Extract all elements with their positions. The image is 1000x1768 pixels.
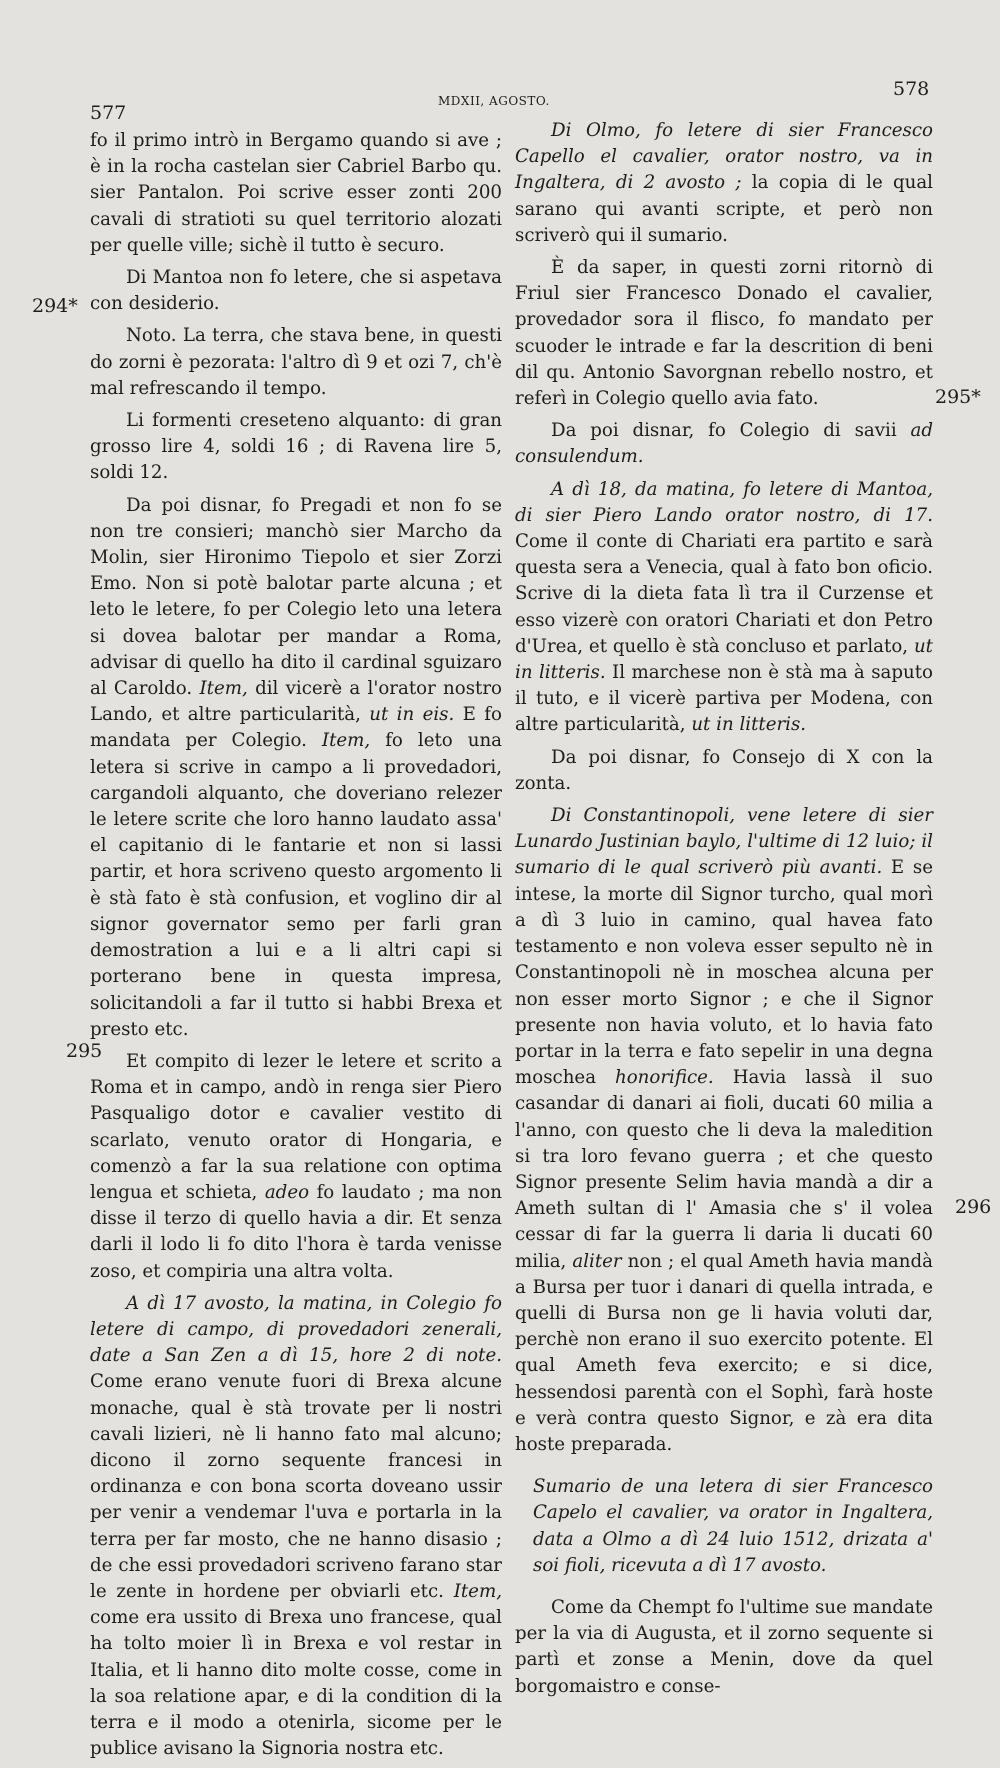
- paragraph: fo il primo intrò in Bergamo quando si ave ; è in la rocha castelan sier Cabriel Barbo qu. sier Pantalon. Poi scrive esser zonti 200 cavali di stratioti su quel territorio alozati per quelle ville; sichè il tutto è securo.: [90, 130, 502, 256]
- paragraph: [90, 1049, 502, 1285]
- italic-text: A dì 17 avosto, la matina, in Colegio fo letere di campo, di provedadori zenerali, date a San Zen a dì 15, hore 2 di note.: [90, 1292, 502, 1367]
- paragraph: [515, 477, 933, 739]
- page-number-left: 577: [90, 102, 127, 124]
- italic-text: Item,: [453, 1580, 502, 1602]
- page-number-right: 578: [893, 78, 930, 100]
- italic-text: aliter: [572, 1250, 622, 1272]
- italic-text: adeo: [264, 1181, 310, 1203]
- running-title: MDXII, AGOSTO.: [438, 94, 550, 108]
- text: Havia lassà il suo casandar di danari ai fioli, ducati 60 milia a l'anno, con questo che li deva la maledition si tra loro fevano guerra ; et che questo Signor presente Selim havia mandà a dir a Ameth sultan di l' Amasia che s' il volea cessar di far la guerra li daria li ducati 60 milia,: [515, 1067, 933, 1272]
- italic-text: ut in litteris.: [515, 635, 933, 684]
- paragraph: Noto. La terra, che stava bene, in questi do zorni è pezorata: l'altro dì 9 et ozi 7, ch'è mal refrescando il tempo.: [90, 325, 502, 399]
- left-column: [90, 128, 502, 1768]
- margin-note-296: 296: [955, 1196, 992, 1218]
- italic-text: ut in eis.: [369, 704, 455, 726]
- italic-text: honorifice.: [615, 1067, 714, 1089]
- text: Da poi disnar, fo Pregadi et non fo se non tre consieri; manchò sier Marcho da Molin, sier Hironimo Tiepolo et sier Zorzi Emo. Non si potè balotar parte alcuna ; et leto le letere, fo per Colegio leto una letera si dovea balotar per mandar a Roma, advisar di quello ha dito il cardinal sguizaro al Caroldo.: [90, 494, 502, 700]
- italic-text: Item,: [321, 730, 371, 752]
- text: Come il conte di Chariati era partito e sarà questa sera a Venecia, qual à fato bon oficio. Scrive di la dieta fata lì tra il Curzense et esso vizerè con oratori Chariati et don Petro d'Urea, et quello è stà concluso et parlato,: [515, 531, 933, 657]
- text: come era ussito di Brexa uno francese, qual ha tolto moier lì in Brexa e vol restar in Italia, et li hanno dito molte cosse, come in la soa relatione apar, e di la condition di la terra e il modo a otenirla, sicome per le publice avisano la Signoria nostra etc.: [90, 1607, 502, 1760]
- margin-note-295: 295: [66, 1040, 103, 1062]
- italic-text: ut in litteris.: [691, 714, 807, 736]
- text: E se intese, la morte dil Signor turcho, qual morì a dì 3 luio in camino, qual havea fato testamento e non voleva esser sepulto nè in Constantinopoli nè in moschea alcuna per non esser morto Signor ; e che il Signor presente non havia voluto, et lo havia fato portar in la terra e fato sepelir in una degna moschea: [515, 857, 933, 1089]
- text: fo leto una letera si scrive in campo a li provedadori, cargandoli alquanto, che doveriano relezer le letere scrite che loro hanno laudato assa' el capitanio di le fantarie et non si lassi partir, et hora scriveno questo argomento li è stà fato è stà confusion, et voglino dir al signor governator semo per farli gran demostration a lui e a li altri capi si porterano bene in questa impresa, solicitandoli a far il tutto si habbi Brexa et presto etc.: [90, 730, 502, 1040]
- text: dil vicerè a l'orator nostro Lando, et altre particularità,: [90, 678, 502, 726]
- text: Et compito di lezer le letere et scrito a Roma et in campo, andò in renga sier Piero Pasqualigo dotor e cavalier vestito di scarlato, venuto orator di Hongaria, e comenzò a far la sua relatione con optima lengua et schieta,: [90, 1050, 502, 1203]
- paragraph: Li formenti creseteno alquanto: di gran grosso lire 4, soldi 16 ; di Ravena lire 5, soldi 12.: [90, 410, 502, 484]
- italic-text: ad consulendum.: [515, 420, 933, 468]
- italic-text: Di Olmo, fo letere di sier Francesco Capello el cavalier, orator nostro, va in Ingaltera, di 2 avosto ;: [515, 120, 933, 194]
- text: non ; el qual Ameth havia mandà a Bursa per tuor i danari di quella intrada, e quelli di Bursa non ge li havia voluti dar, perchè non erano il suo exercito potente. El qual Ameth feva exercito; e si dice, hessendosi parentà con el Sophì, farà hoste e verà contra questo Signor, e zà era dita hoste preparada.: [515, 1250, 933, 1455]
- paragraph: [515, 803, 933, 1458]
- margin-note-294: 294*: [32, 295, 78, 317]
- italic-text: Item,: [199, 678, 248, 700]
- margin-note-295-star: 295*: [935, 386, 981, 408]
- text: Il marchese non è stà ma à saputo il tuto, e il vicerè partiva per Modena, con altre particularità,: [515, 662, 933, 736]
- italic-text: Di Constantinopoli, vene letere di sier Lunardo Justinian baylo, l'ultime di 12 luio; il sumario di le qual scriverò più avanti.: [515, 805, 933, 879]
- paragraph: [90, 493, 502, 1043]
- text: Da poi disnar, fo Colegio di savii: [551, 420, 897, 442]
- right-column: [515, 118, 933, 1706]
- paragraph: [515, 118, 933, 249]
- paragraph: È da saper, in questi zorni ritornò di Friul sier Francesco Donado el cavalier, provedador sora il flisco, fo mandato per scuoder le intrade e far la descrition di beni dil qu. Antonio Savorgnan rebello nostro, et referì in Colegio quello avia fato.: [515, 257, 933, 410]
- text: Come erano venute fuori di Brexa alcune monache, qual è stà trovate per li nostri cavali lizieri, nè li hanno fato mal alcuno; dicono il zorno sequente francesi in ordinanza e con bona scorta doveano ussir per venir a vendemar l'uva e portarla in la terra per far mosto, che ne hanno disasio ; de che essi provedadori scriveno farano star le zente in hordene per obviarli etc.: [90, 1371, 502, 1602]
- summary-heading: Sumario de una letera di sier Francesco Capelo el cavalier, va orator in Ingaltera, data a Olmo a dì 24 luio 1512, drizata a' soi fioli, ricevuta a dì 17 avosto.: [533, 1476, 933, 1576]
- paragraph: [90, 1291, 502, 1763]
- paragraph: Da poi disnar, fo Consejo di X con la zonta.: [515, 746, 933, 794]
- text: E fo mandata per Colegio.: [90, 704, 502, 752]
- paragraph: Come da Chempt fo l'ultime sue mandate per la via di Augusta, et il zorno sequente si partì et zonse a Menin, dove da quel borgomaistro e conse-: [515, 1596, 933, 1697]
- text: la copia di le qual sarano qui avanti scripte, et però non scriverò qui il sumario.: [515, 172, 933, 246]
- paragraph: Di Mantoa non fo letere, che si aspetava con desiderio.: [90, 267, 502, 315]
- italic-text: A dì 18, da matina, fo letere di Mantoa, di sier Piero Lando orator nostro, di 17.: [515, 478, 933, 526]
- paragraph: [515, 418, 933, 470]
- text: fo laudato ; ma non disse il terzo di quello havia a dir. Et senza darli il lodo li fo dito l'hora è tarda venisse zoso, et compiria una altra volta.: [90, 1181, 502, 1282]
